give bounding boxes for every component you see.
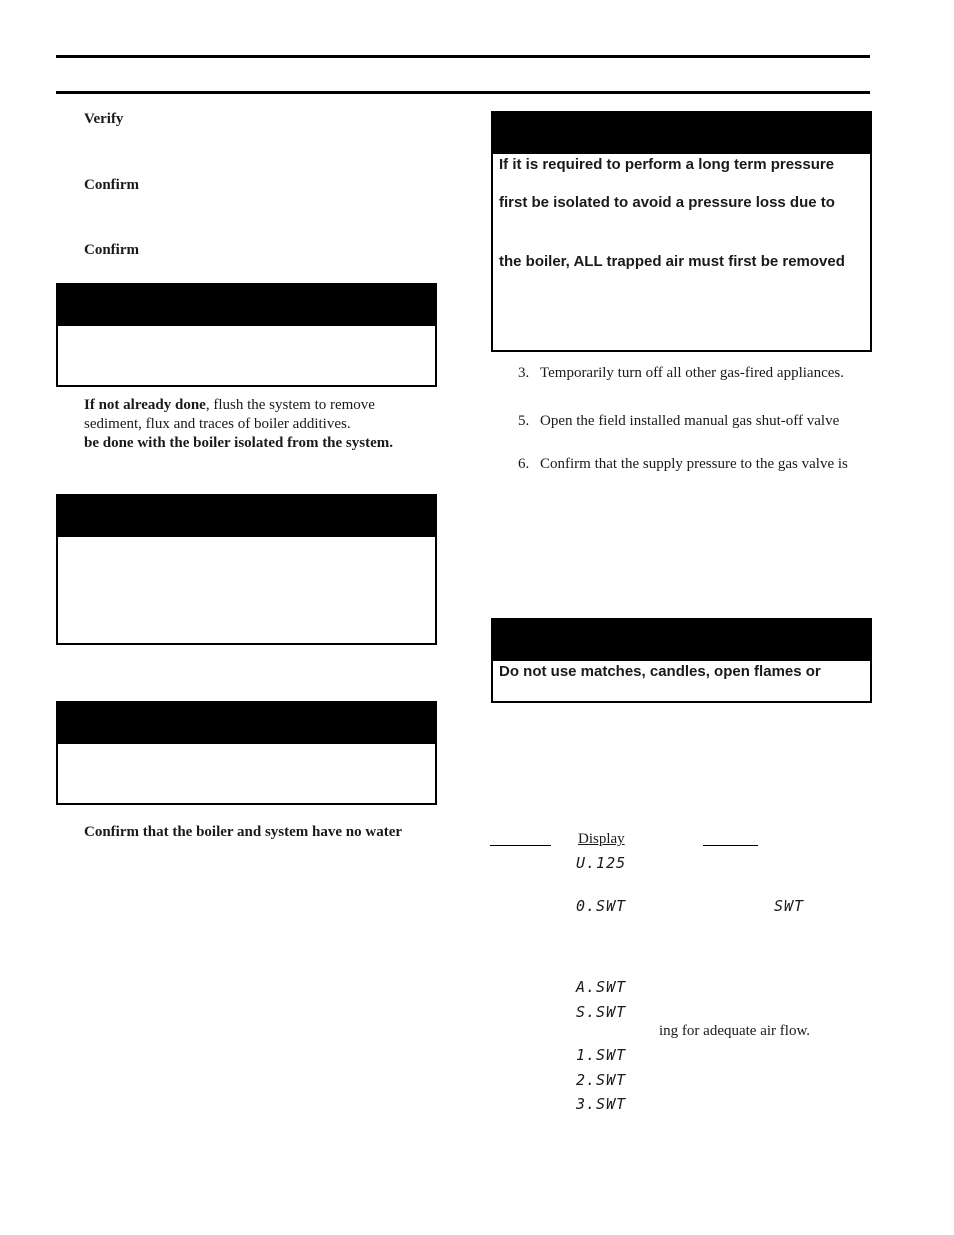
step-6-text: Confirm that the supply pressure to the gas valve is xyxy=(540,456,848,472)
confirm-lead-2: Confirm xyxy=(84,242,139,258)
pressure-test-box-header xyxy=(493,113,870,154)
flush-line-3: be done with the boiler isolated from the system. xyxy=(84,435,394,451)
table-header-underline-right xyxy=(703,845,758,846)
header-rule-bottom xyxy=(56,91,870,94)
step-5-text: Open the field installed manual gas shut-off valve xyxy=(540,413,840,429)
notice-box-1-header xyxy=(58,285,435,326)
notice-box-3 xyxy=(56,701,437,805)
display-code-aswt: A.SWT xyxy=(576,978,627,996)
notice-box-2 xyxy=(56,494,437,645)
display-column-header: Display xyxy=(578,831,625,847)
display-code-u125: U.125 xyxy=(576,854,627,872)
step-5-num: 5. xyxy=(518,413,530,429)
step-3 xyxy=(518,364,844,383)
display-code-2swt: 2.SWT xyxy=(576,1071,627,1089)
notice-box-1 xyxy=(56,283,437,387)
header-rule-top xyxy=(56,55,870,58)
flame-warning-box-header xyxy=(493,620,870,661)
table-header-underline-left xyxy=(490,845,551,846)
display-code-sswt: S.SWT xyxy=(576,1003,627,1021)
step-3-text: Temporarily turn off all other gas-fired appliances. xyxy=(540,365,844,381)
verify-lead: Verify xyxy=(84,111,124,127)
pressure-line-3: the boiler, ALL trapped air must first be removed xyxy=(499,253,845,270)
display-code-swt-side: SWT xyxy=(774,897,805,915)
pressure-line-1: If it is required to perform a long term pressure xyxy=(499,156,835,173)
flame-warning-box xyxy=(491,618,872,703)
flame-warning-line: Do not use matches, candles, open flames or xyxy=(499,663,821,680)
step-5 xyxy=(518,412,839,431)
step-3-num: 3. xyxy=(518,365,530,381)
step-6 xyxy=(518,455,848,474)
notice-box-2-header xyxy=(58,496,435,537)
flush-bold-lead: If not already done xyxy=(84,397,206,413)
notice-box-3-header xyxy=(58,703,435,744)
display-code-1swt: 1.SWT xyxy=(576,1046,627,1064)
display-code-0swt: 0.SWT xyxy=(576,897,627,915)
final-confirm-line: Confirm that the boiler and system have no water xyxy=(84,824,403,840)
airflow-text: ing for adequate air flow. xyxy=(659,1023,811,1039)
pressure-line-2: first be isolated to avoid a pressure loss due to xyxy=(499,194,835,211)
display-code-3swt: 3.SWT xyxy=(576,1095,627,1113)
pressure-test-box xyxy=(491,111,872,352)
flush-rest: , flush the system to remove xyxy=(205,397,375,413)
flush-line-2: sediment, flux and traces of boiler additives. xyxy=(84,416,351,432)
step-6-num: 6. xyxy=(518,456,530,472)
flush-line-1 xyxy=(84,396,375,415)
confirm-lead-1: Confirm xyxy=(84,177,139,193)
